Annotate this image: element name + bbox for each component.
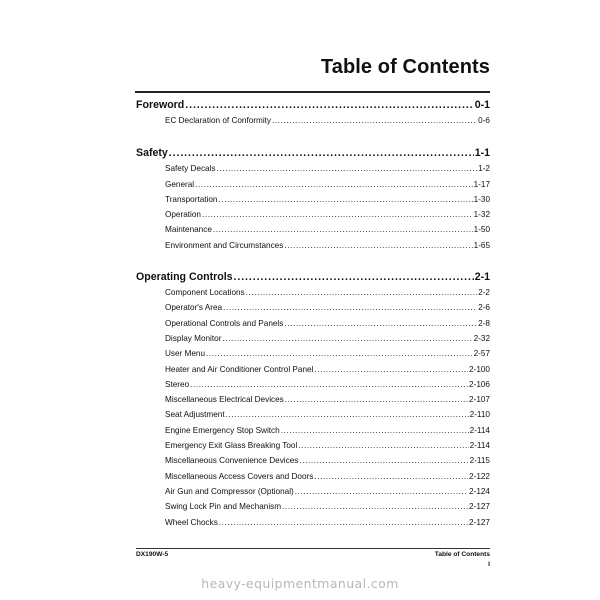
toc-entry[interactable] (136, 362, 490, 377)
entry-label: Wheel Chocks (165, 517, 218, 527)
toc-entry[interactable] (136, 177, 490, 192)
toc-entry[interactable] (136, 192, 490, 207)
section-heading-label: Safety (136, 147, 168, 160)
section-page-number: 0-1 (474, 99, 490, 111)
dot-leader (195, 177, 472, 192)
entry-label: Maintenance (165, 225, 212, 235)
entry-page-number: 2-114 (469, 425, 490, 435)
dot-leader (169, 145, 474, 161)
footer-section-name: Table of Contents (434, 551, 490, 558)
entry-label: Miscellaneous Convenience Devices (165, 456, 299, 466)
toc-entry[interactable] (136, 453, 490, 468)
entry-page-number: 2-110 (469, 410, 490, 420)
toc-entry[interactable] (136, 423, 490, 438)
dot-leader (185, 97, 473, 113)
entry-page-number: 2-115 (469, 456, 490, 466)
toc-entry[interactable] (136, 515, 490, 530)
entry-page-number: 1-30 (473, 194, 490, 204)
dot-leader (314, 362, 468, 377)
entry-label: Air Gun and Compressor (Optional) (165, 486, 294, 496)
entry-page-number: 2-100 (469, 364, 490, 374)
footer-model: DX190W-5 (136, 551, 169, 558)
entry-label: Component Locations (165, 288, 245, 298)
toc-entry[interactable] (136, 207, 490, 222)
toc-entry[interactable] (136, 438, 490, 453)
footer-page-number: I (488, 561, 490, 568)
dot-leader (284, 238, 472, 253)
section-heading-label: Foreword (136, 99, 185, 111)
toc-entry[interactable] (136, 346, 490, 361)
entry-page-number: 1-32 (473, 210, 490, 220)
entry-page-number: 2-127 (469, 502, 490, 512)
toc-section (136, 97, 490, 128)
entry-label: Operational Controls and Panels (165, 318, 284, 328)
dot-leader (219, 192, 473, 207)
entry-page-number: 1-50 (473, 225, 490, 235)
toc-entry[interactable] (136, 238, 490, 253)
entry-label: User Menu (165, 349, 206, 359)
page-title: Table of Contents (320, 56, 490, 78)
dot-leader (213, 222, 473, 237)
entry-label: Environment and Circumstances (165, 240, 284, 250)
entry-label: Stereo (165, 379, 190, 389)
section-page-number: 2-1 (474, 271, 490, 284)
toc-section-heading[interactable] (136, 97, 490, 113)
toc-entry[interactable] (136, 392, 490, 407)
dot-leader (202, 207, 473, 222)
dot-leader (234, 269, 474, 285)
entry-label: Engine Emergency Stop Switch (165, 425, 280, 435)
toc-entry[interactable] (136, 331, 490, 346)
toc-entry[interactable] (136, 285, 490, 300)
entry-label: Transportation (165, 194, 218, 204)
dot-leader (285, 392, 468, 407)
entry-label: General (165, 179, 195, 189)
dot-leader (223, 300, 477, 315)
toc-entry[interactable] (136, 222, 490, 237)
entry-page-number: 2-124 (469, 486, 490, 496)
entry-label: Operator's Area (165, 303, 223, 313)
entry-label: Emergency Exit Glass Breaking Tool (165, 441, 298, 451)
dot-leader (282, 499, 468, 514)
dot-leader (284, 316, 477, 331)
entry-page-number: 1-65 (473, 240, 490, 250)
toc-entry[interactable] (136, 113, 490, 128)
watermark: heavy-equipmentmanual.com (201, 576, 399, 591)
dot-leader (281, 423, 469, 438)
entry-label: Operation (165, 210, 201, 220)
entry-page-number: 2-8 (478, 318, 490, 328)
toc-entry[interactable] (136, 469, 490, 484)
toc-section (136, 145, 490, 253)
dot-leader (206, 346, 473, 361)
toc-section-heading[interactable] (136, 269, 490, 285)
dot-leader (298, 438, 468, 453)
entry-label: Seat Adjustment (165, 410, 225, 420)
footer-rule (136, 548, 490, 549)
dot-leader (217, 161, 478, 176)
toc-entry[interactable] (136, 377, 490, 392)
toc-entry[interactable] (136, 484, 490, 499)
entry-page-number: 2-114 (469, 441, 490, 451)
toc-entry[interactable] (136, 499, 490, 514)
entry-page-number: 2-6 (478, 303, 490, 313)
entry-page-number: 2-122 (469, 471, 490, 481)
dot-leader (295, 484, 468, 499)
dot-leader (222, 331, 472, 346)
entry-label: Safety Decals (165, 164, 216, 174)
dot-leader (314, 469, 468, 484)
section-spacer (136, 253, 490, 264)
entry-page-number: 1-17 (473, 179, 490, 189)
table-of-contents (136, 92, 490, 530)
section-page-number: 1-1 (474, 147, 490, 160)
section-spacer (136, 128, 490, 140)
entry-page-number: 2-2 (478, 288, 490, 298)
dot-leader (272, 113, 477, 128)
entry-page-number: 2-107 (469, 395, 490, 405)
entry-label: EC Declaration of Conformity (165, 116, 272, 125)
entry-page-number: 2-106 (469, 379, 490, 389)
entry-label: Miscellaneous Access Covers and Doors (165, 471, 314, 481)
dot-leader (219, 515, 468, 530)
entry-label: Heater and Air Conditioner Control Panel (165, 364, 314, 374)
toc-section (136, 269, 490, 530)
toc-section-heading[interactable] (136, 145, 490, 161)
entry-page-number: 2-32 (473, 333, 490, 343)
dot-leader (190, 377, 468, 392)
entry-page-number: 2-57 (473, 349, 490, 359)
toc-entry[interactable] (136, 161, 490, 176)
dot-leader (226, 407, 469, 422)
entry-label: Swing Lock Pin and Mechanism (165, 502, 282, 512)
entry-label: Miscellaneous Electrical Devices (165, 395, 284, 405)
entry-label: Display Monitor (165, 333, 222, 343)
toc-entry[interactable] (136, 407, 490, 422)
dot-leader (299, 453, 468, 468)
section-heading-label: Operating Controls (136, 271, 233, 284)
toc-entry[interactable] (136, 316, 490, 331)
toc-entry[interactable] (136, 300, 490, 315)
dot-leader (246, 285, 478, 300)
entry-page-number: 0-6 (478, 116, 490, 125)
entry-page-number: 1-2 (478, 164, 490, 174)
entry-page-number: 2-127 (469, 517, 490, 527)
